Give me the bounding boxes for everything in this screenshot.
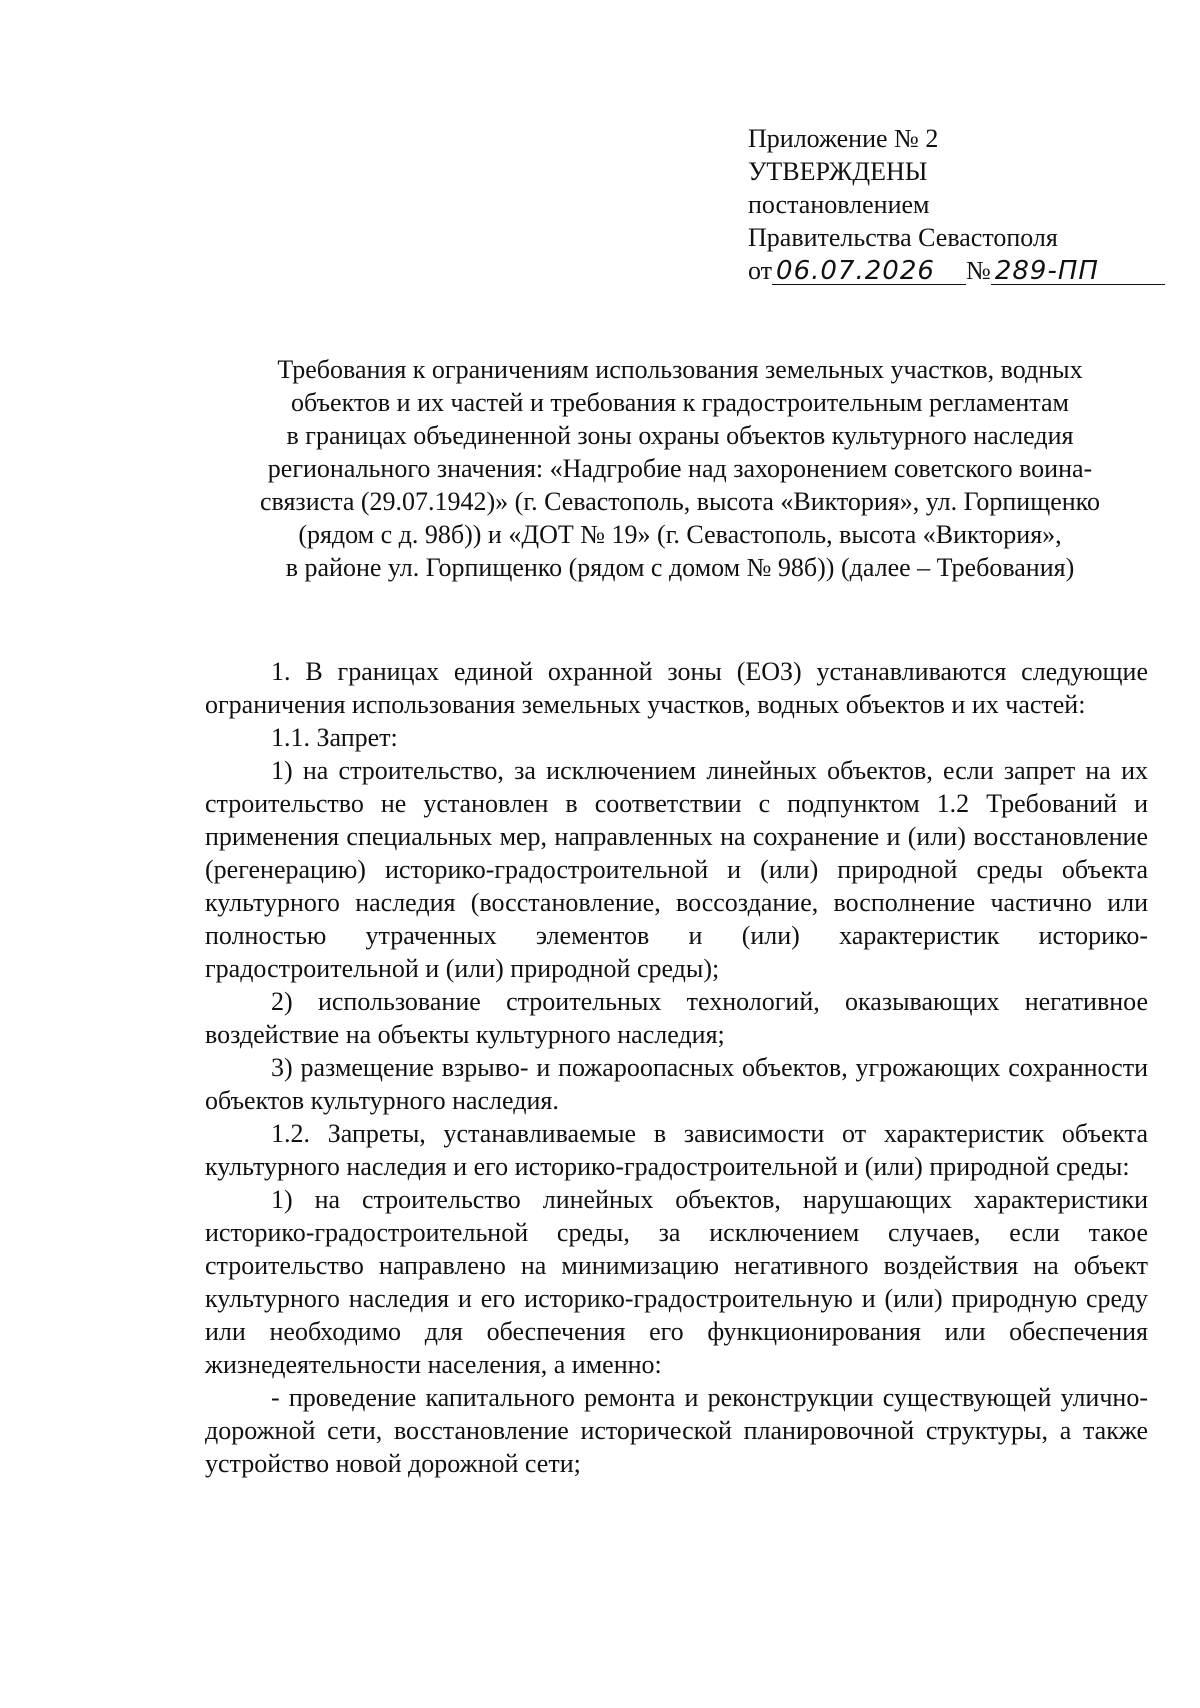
- paragraph-1: 1. В границах единой охранной зоны (ЕОЗ) устанавливаются следующие ограничения использования земельных участков, водных объектов и их частей:: [205, 657, 1148, 719]
- paragraph-1-1: 1.1. Запрет:: [271, 723, 398, 752]
- number-prefix: №: [966, 256, 991, 285]
- government-label: Правительства Севастополя: [748, 223, 1058, 252]
- title-line: в районе ул. Горпищенко (рядом с домом № 98б)) (далее – Требования): [285, 553, 1075, 582]
- paragraph-1-2-item-1: 1) на строительство линейных объектов, нарушающих характеристики историко-градостроительной среды, за исключением случаев, если такое строительство направлено на минимизацию негативного воздействия на объект культурного наследия и его историко-градостроительную и (или) природную среду или необходимо для обеспечения его функционирования или обеспечения жизнедеятельности населения, а именно:: [205, 1185, 1148, 1379]
- title-line: в границах объединенной зоны охраны объектов культурного наследия: [286, 421, 1074, 450]
- paragraph-1-1-item-3: 3) размещение взрыво- и пожароопасных объектов, угрожающих сохранности объектов культурного наследия.: [205, 1053, 1148, 1115]
- document-body: [205, 655, 1148, 1480]
- appendix-number: Приложение № 2: [748, 124, 939, 153]
- paragraph-1-2-bullet: - проведение капитального ремонта и реконструкции существующей улично-дорожной сети, восстановление исторической планировочной структуры, а также устройство новой дорожной сети;: [205, 1383, 1148, 1478]
- resolution-label: постановлением: [748, 190, 930, 219]
- paragraph-1-1-item-1: 1) на строительство, за исключением линейных объектов, если запрет на их строительство не установлен в соответствии с подпунктом 1.2 Требований и применения специальных мер, направленных на сохранение и (или) восстановление (регенерацию) историко-градостроительной и (или) природной среды объекта культурного наследия (восстановление, воссоздание, восполнение частично или полностью утраченных элементов и (или) характеристик историко-градостроительной и (или) природной среды);: [205, 756, 1148, 983]
- title-line: регионального значения: «Надгробие над захоронением советского воина-: [267, 454, 1093, 483]
- document-title: [200, 353, 1160, 584]
- paragraph-1-1-item-2: 2) использование строительных технологий, оказывающих негативное воздействие на объекты культурного наследия;: [205, 987, 1148, 1049]
- handwritten-date: 06.07.2026: [772, 258, 966, 285]
- title-line: объектов и их частей и требования к градостроительным регламентам: [291, 388, 1069, 417]
- title-line: Требования к ограничениям использования земельных участков, водных: [277, 355, 1083, 384]
- paragraph-1-2: 1.2. Запреты, устанавливаемые в зависимости от характеристик объекта культурного наследия и его историко-градостроительной и (или) природной среды:: [205, 1119, 1148, 1181]
- date-number-line: [748, 254, 1148, 287]
- approved-label: УТВЕРЖДЕНЫ: [748, 157, 928, 186]
- date-prefix: от: [748, 256, 773, 285]
- handwritten-number: 289-ПП: [991, 258, 1165, 285]
- title-line: (рядом с д. 98б)) и «ДОТ № 19» (г. Севастополь, высота «Виктория»,: [298, 520, 1062, 549]
- approval-stamp-block: [748, 122, 1148, 287]
- title-line: связиста (29.07.1942)» (г. Севастополь, высота «Виктория», ул. Горпищенко: [259, 487, 1100, 516]
